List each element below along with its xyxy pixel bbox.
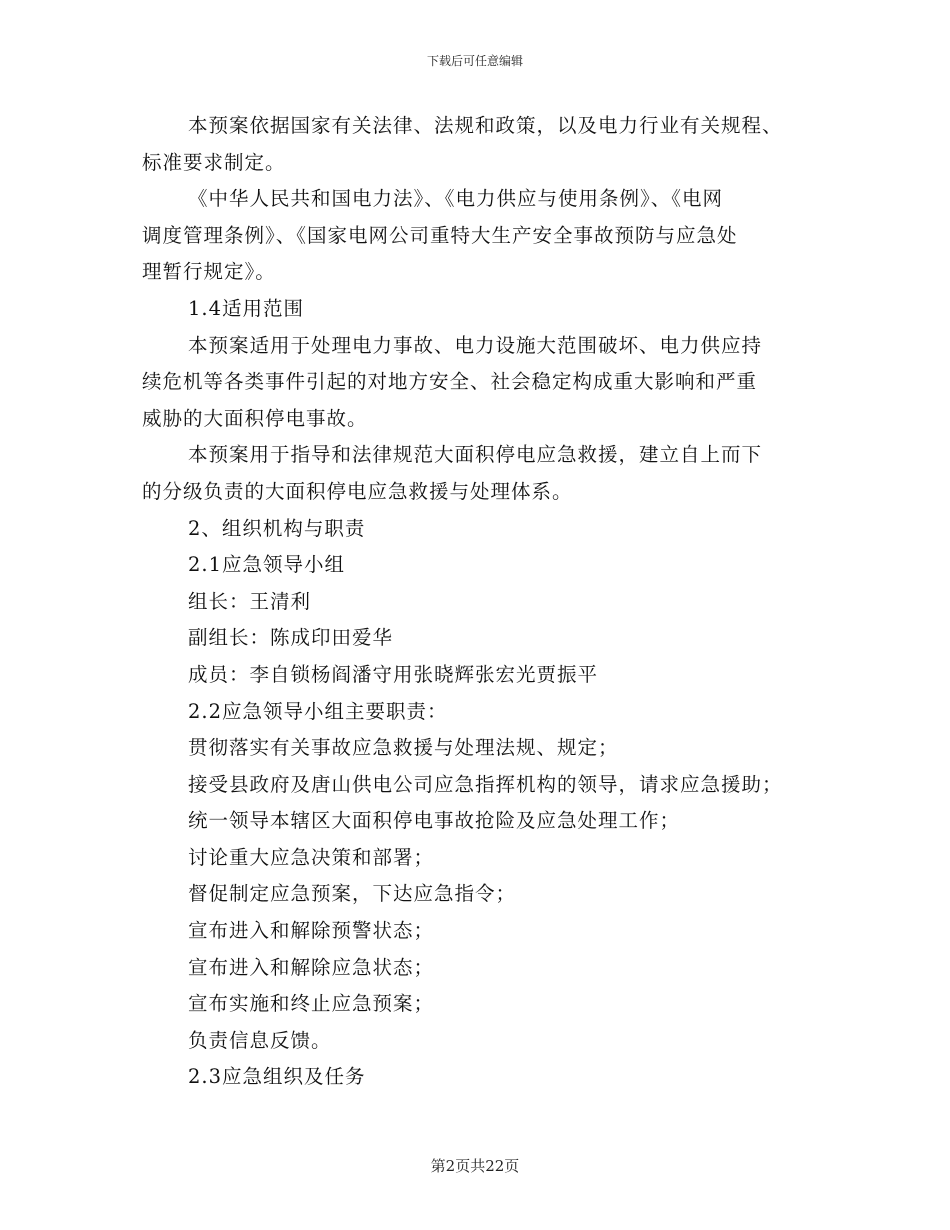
paragraph-line: 威胁的大面积停电事故。 <box>142 406 368 430</box>
document-body <box>142 108 812 1096</box>
list-item: 接受县政府及唐山供电公司应急指挥机构的领导，请求应急援助； <box>188 772 783 796</box>
list-item: 负责信息反馈。 <box>188 1028 332 1052</box>
list-item: 副组长：陈成印田爱华 <box>188 626 394 650</box>
section-heading: 2.3应急组织及任务 <box>188 1065 366 1089</box>
paragraph-line: 标准要求制定。 <box>142 150 286 174</box>
paragraph-line: 理暂行规定》。 <box>142 260 276 284</box>
paragraph-line: 调度管理条例》、《国家电网公司重特大生产安全事故预防与应急处 <box>142 223 738 247</box>
list-item: 成员：李自锁杨阎潘守用张晓辉张宏光贾振平 <box>188 662 599 686</box>
paragraph-line: 本预案用于指导和法律规范大面积停电应急救援，建立自上而下 <box>188 443 763 467</box>
page-number-footer: 第2页共22页 <box>430 1157 520 1175</box>
section-heading: 2.2应急领导小组主要职责： <box>188 699 448 723</box>
paragraph-line: 本预案适用于处理电力事故、电力设施大范围破坏、电力供应持 <box>188 333 763 357</box>
list-item: 宣布实施和终止应急预案； <box>188 992 435 1016</box>
list-item: 讨论重大应急决策和部署； <box>188 845 435 869</box>
list-item: 宣布进入和解除应急状态； <box>188 955 435 979</box>
paragraph-line: 的分级负责的大面积停电应急救援与处理体系。 <box>142 479 573 503</box>
section-heading: 1.4适用范围 <box>188 296 305 320</box>
page-header: 下载后可任意编辑 <box>426 54 523 68</box>
section-heading: 2、组织机构与职责 <box>188 516 366 540</box>
paragraph-line: 本预案依据国家有关法律、法规和政策，以及电力行业有关规程、 <box>188 114 783 137</box>
section-heading: 2.1应急领导小组 <box>188 553 346 577</box>
list-item: 统一领导本辖区大面积停电事故抢险及应急处理工作； <box>188 809 681 833</box>
list-item: 督促制定应急预案，下达应急指令； <box>188 882 517 906</box>
paragraph-line: 续危机等各类事件引起的对地方安全、社会稳定构成重大影响和严重 <box>142 370 758 394</box>
paragraph-line: 《中华人民共和国电力法》、《电力供应与使用条例》、《电网 <box>188 187 724 211</box>
list-item: 贯彻落实有关事故应急救援与处理法规、规定； <box>188 736 619 760</box>
list-item: 宣布进入和解除预警状态； <box>188 919 435 943</box>
list-item: 组长：王清利 <box>188 589 312 613</box>
